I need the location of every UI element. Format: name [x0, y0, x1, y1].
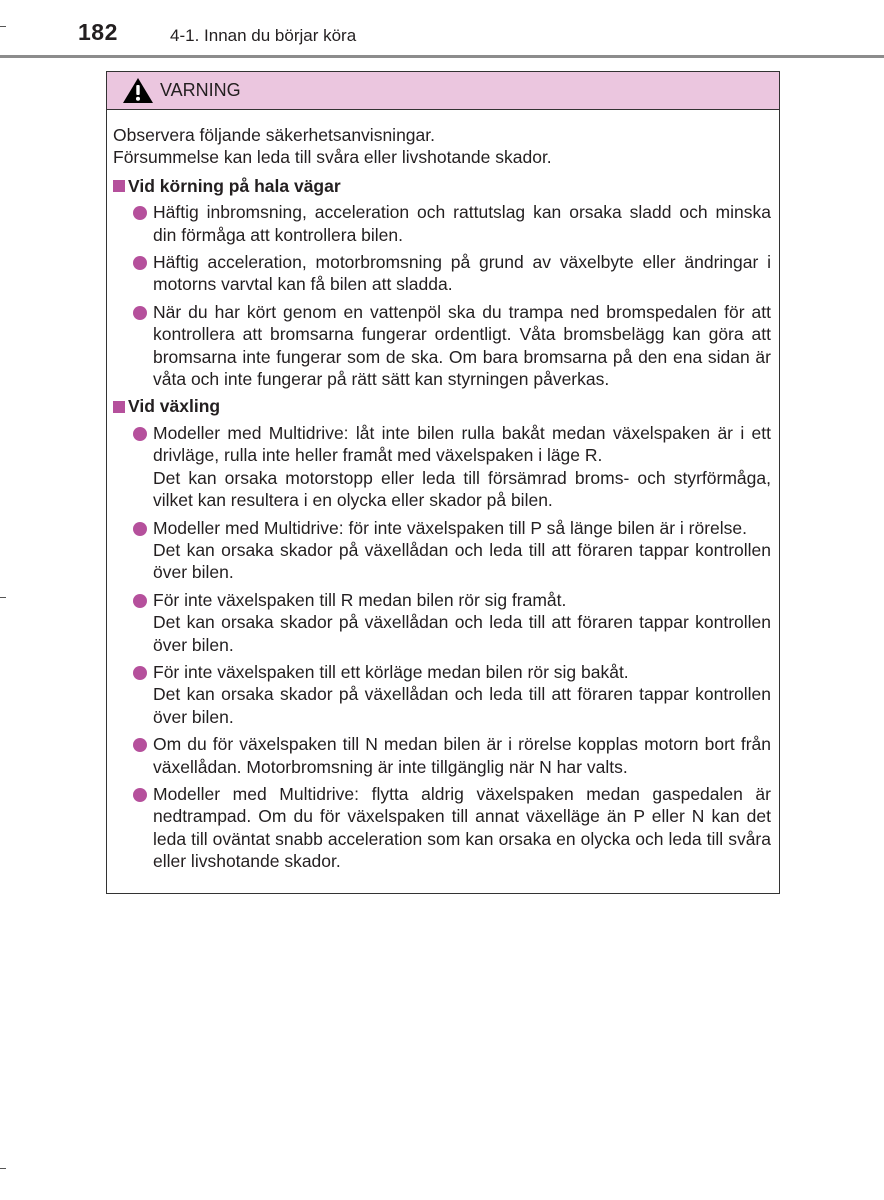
list-item: [131, 589, 771, 656]
subheading-shifting: [113, 395, 771, 417]
circle-bullet-icon: [133, 427, 147, 441]
item-text: Det kan orsaka motorstopp eller leda till försämrad broms- och styrförmåga, vilket kan resultera i en olycka eller skador på bilen.: [153, 467, 771, 511]
circle-bullet-icon: [133, 306, 147, 320]
list-item: [131, 301, 771, 391]
header-rule: [0, 55, 884, 58]
item-text: Modeller med Multidrive: låt inte bilen rulla bakåt medan växelspaken är i ett drivläge, rulla inte heller framåt med växelspaken i läge R.: [153, 422, 771, 466]
item-text: Häftig inbromsning, acceleration och rattutslag kan orsaka sladd och minska din förmåga att kontrollera bilen.: [153, 202, 771, 245]
intro-line: Observera följande säkerhetsanvisningar.: [113, 125, 435, 145]
item-text: För inte växelspaken till R medan bilen rör sig framåt.: [153, 589, 567, 610]
circle-bullet-icon: [133, 788, 147, 802]
item-text: Det kan orsaka skador på växellådan och leda till att föraren tappar kontrollen över bilen.: [153, 539, 771, 583]
circle-bullet-icon: [133, 256, 147, 270]
list-item: [131, 517, 771, 584]
crop-mark-middle: [0, 597, 6, 598]
item-text: Modeller med Multidrive: flytta aldrig växelspaken medan gaspedalen är nedtrampad. Om du för växelspaken till annat växelläge än P eller N kan det leda till oväntat snabb acceleration som kan orsaka en olycka och leda till svåra eller livshotande skador.: [153, 783, 771, 872]
list-item: [131, 422, 771, 512]
warning-header: [107, 72, 779, 110]
square-bullet-icon: [113, 180, 125, 192]
item-text: Modeller med Multidrive: för inte växelspaken till P så länge bilen är i rörelse.: [153, 517, 747, 538]
list-slippery-roads: [113, 201, 771, 390]
list-item: [131, 661, 771, 728]
circle-bullet-icon: [133, 738, 147, 752]
item-text: Om du för växelspaken till N medan bilen är i rörelse kopplas motorn bort från växellådan. Motorbromsning är inte tillgänglig när N har valts.: [153, 734, 771, 777]
list-shifting: [113, 422, 771, 873]
intro-line: Försummelse kan leda till svåra eller livshotande skador.: [113, 147, 552, 168]
crop-mark-bottom: [0, 1168, 6, 1169]
item-text: För inte växelspaken till ett körläge medan bilen rör sig bakåt.: [153, 661, 629, 682]
list-item: [131, 201, 771, 246]
item-text: När du har kört genom en vattenpöl ska du trampa ned bromspedalen för att kontrollera att bromsarna fungerar ordentligt. Våta bromsbelägg kan göra att bromsarna inte fungerar som de ska. Om bara bromsarna på den ena sidan är våta och inte fungerar på rätt sätt kan styrningen påverkas.: [153, 301, 771, 390]
list-item: [131, 783, 771, 873]
item-text: Det kan orsaka skador på växellådan och leda till att föraren tappar kontrollen över bilen.: [153, 612, 771, 655]
warning-box: [106, 71, 780, 894]
warning-triangle-icon: [122, 77, 154, 104]
item-text: Häftig acceleration, motorbromsning på grund av växelbyte eller ändringar i motorns varvtal kan få bilen att sladda.: [153, 252, 771, 295]
subheading-text: Vid växling: [128, 396, 221, 417]
circle-bullet-icon: [133, 594, 147, 608]
crop-mark-top: [0, 26, 6, 27]
item-text: Det kan orsaka skador på växellådan och leda till att föraren tappar kontrollen över bilen.: [153, 684, 771, 727]
subheading-text: Vid körning på hala vägar: [128, 175, 341, 196]
circle-bullet-icon: [133, 206, 147, 220]
subheading-slippery-roads: [113, 175, 771, 197]
list-item: [131, 733, 771, 778]
circle-bullet-icon: [133, 666, 147, 680]
page-number: 182: [78, 19, 118, 45]
list-item: [131, 251, 771, 296]
square-bullet-icon: [113, 401, 125, 413]
circle-bullet-icon: [133, 522, 147, 536]
section-title: 4-1. Innan du börjar köra: [170, 26, 357, 45]
warning-title: VARNING: [160, 80, 241, 100]
warning-body: [107, 110, 779, 873]
warning-intro: [113, 124, 771, 169]
